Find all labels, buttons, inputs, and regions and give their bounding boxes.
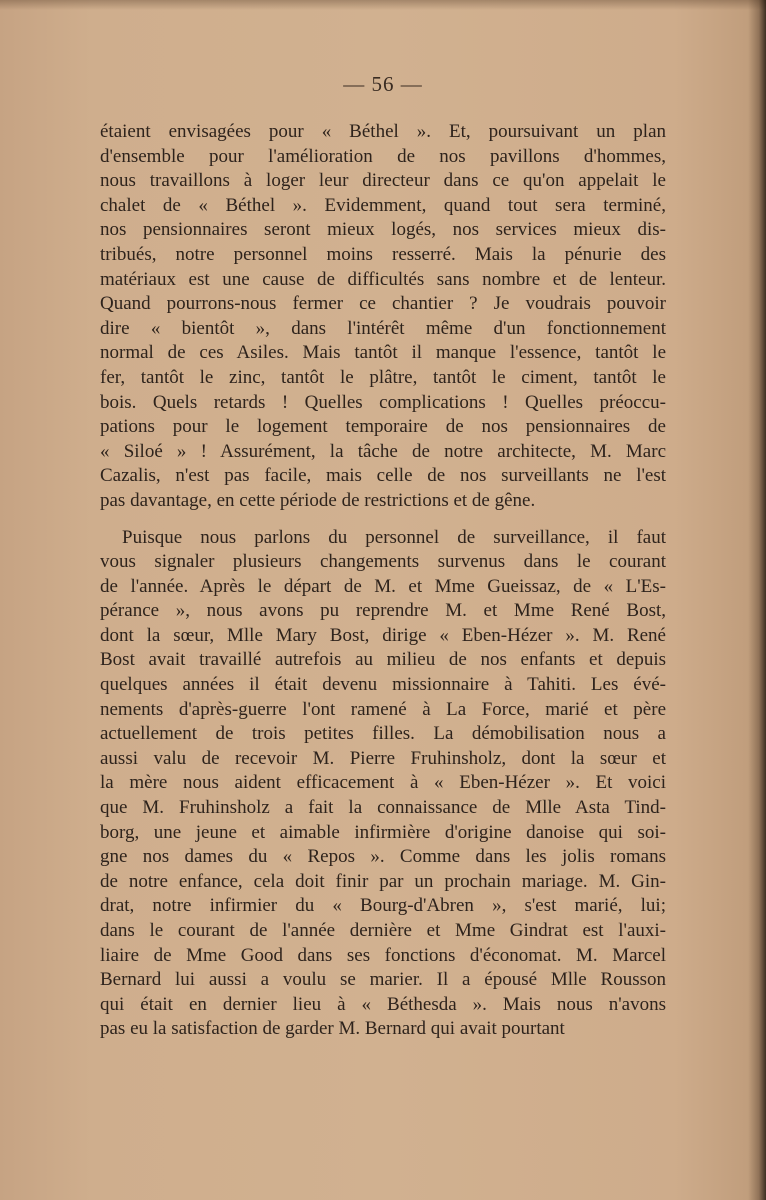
text-line: Quand pourrons-nous fermer ce chantier ? Je voudrais pouvoir	[100, 293, 666, 315]
page-top-shadow	[0, 0, 766, 10]
text-line: pations pour le logement temporaire de nos pensionnaires de	[100, 416, 666, 438]
text-line: nos pensionnaires seront mieux logés, nos services mieux dis-	[100, 219, 666, 241]
paragraph-1	[100, 120, 666, 514]
text-line: pérance », nous avons pu reprendre M. et Mme René Bost,	[100, 600, 666, 622]
text-line: dire « bientôt », dans l'intérêt même d'un fonctionnement	[100, 317, 666, 339]
text-line: Cazalis, n'est pas facile, mais celle de nos surveillants ne l'est	[100, 465, 666, 487]
text-line: que M. Fruhinsholz a fait la connaissance de Mlle Asta Tind-	[100, 797, 666, 819]
text-line: chalet de « Béthel ». Evidemment, quand tout sera terminé,	[100, 194, 666, 216]
text-line: borg, une jeune et aimable infirmière d'origine danoise qui soi-	[100, 821, 666, 843]
text-line: gne nos dames du « Repos ». Comme dans les jolis romans	[100, 846, 666, 868]
text-line: quelques années il était devenu missionnaire à Tahiti. Les évé-	[100, 674, 666, 696]
text-line: fer, tantôt le zinc, tantôt le plâtre, tantôt le ciment, tantôt le	[100, 366, 666, 388]
text-line: liaire de Mme Good dans ses fonctions d'économat. M. Marcel	[100, 944, 666, 966]
text-line: normal de ces Asiles. Mais tantôt il manque l'essence, tantôt le	[100, 342, 666, 364]
text-line: actuellement de trois petites filles. La démobilisation nous a	[100, 723, 666, 745]
text-line: la mère nous aident efficacement à « Eben-Hézer ». Et voici	[100, 772, 666, 794]
text-line: Bernard lui aussi a voulu se marier. Il a épousé Mlle Rousson	[100, 969, 666, 991]
paragraph-2	[100, 526, 666, 1042]
body-text	[100, 120, 666, 1042]
text-line: nements d'après-guerre l'ont ramené à La Force, marié et père	[100, 698, 666, 720]
text-line: qui était en dernier lieu à « Béthesda ». Mais nous n'avons	[100, 993, 666, 1015]
text-line: Bost avait travaillé autrefois au milieu de nos enfants et depuis	[100, 649, 666, 671]
text-line: d'ensemble pour l'amélioration de nos pavillons d'hommes,	[100, 145, 666, 167]
page-binding-edge	[748, 0, 766, 1200]
text-line: Puisque nous parlons du personnel de surveillance, il faut	[122, 526, 666, 548]
text-line: pas davantage, en cette période de restrictions et de gêne.	[100, 489, 536, 511]
text-line: étaient envisagées pour « Béthel ». Et, poursuivant un plan	[100, 121, 666, 142]
text-line: tribués, notre personnel moins resserré. Mais la pénurie des	[100, 243, 666, 265]
text-line: de l'année. Après le départ de M. et Mme Gueissaz, de « L'Es-	[100, 575, 666, 597]
text-line: matériaux est une cause de difficultés sans nombre et de lenteur.	[100, 268, 666, 290]
text-line: dont la sœur, Mlle Mary Bost, dirige « Eben-Hézer ». M. René	[100, 624, 666, 646]
text-line: vous signaler plusieurs changements survenus dans le courant	[100, 551, 666, 573]
text-line: aussi valu de recevoir M. Pierre Fruhinsholz, dont la sœur et	[100, 747, 666, 769]
text-line: de notre enfance, cela doit finir par un prochain mariage. M. Gin-	[100, 870, 666, 892]
text-line: dans le courant de l'année dernière et Mme Gindrat est l'auxi-	[100, 920, 666, 941]
text-line: pas eu la satisfaction de garder M. Bernard qui avait pourtant	[100, 1018, 565, 1040]
page-number: — 56 —	[343, 72, 423, 96]
text-line: nous travaillons à loger leur directeur dans ce qu'on appelait le	[100, 170, 666, 192]
text-line: drat, notre infirmier du « Bourg-d'Abren », s'est marié, lui;	[100, 895, 666, 917]
text-line: bois. Quels retards ! Quelles complications ! Quelles préoccu-	[100, 391, 666, 413]
text-line: « Siloé » ! Assurément, la tâche de notre architecte, M. Marc	[100, 440, 666, 462]
